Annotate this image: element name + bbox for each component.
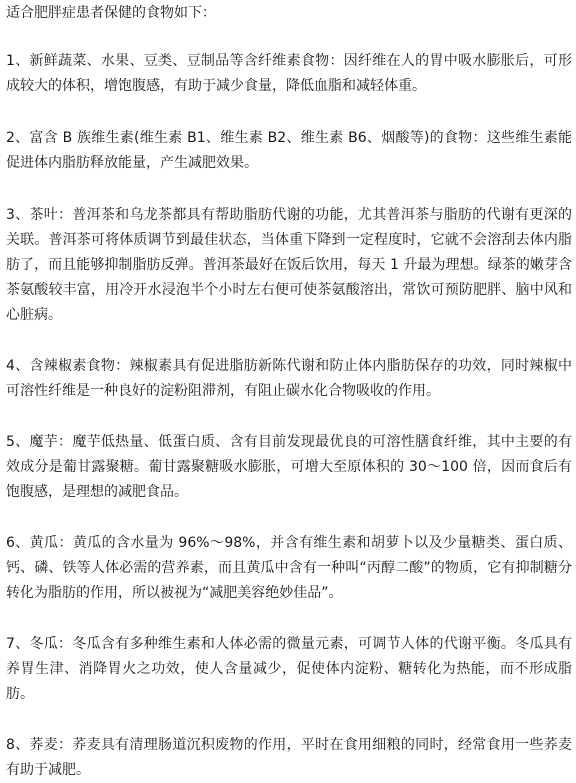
intro-paragraph: 适合肥胖症患者保健的食物如下： (6, 5, 216, 21)
list-item-capsaicin: 4、含辣椒素食物：辣椒素具有促进脂肪新陈代谢和防止体内脂肪保存的功效，同时辣椒中可溶性纤维是一种良好的淀粉阻滞剂，有阻止碳水化合物吸收的作用。 (6, 358, 572, 399)
list-item-winter-melon: 7、冬瓜：冬瓜含有多种维生素和人体必需的微量元素，可调节人体的代谢平衡。冬瓜具有养胃生津、消降胃火之功效，使人含量减少，促使体内淀粉、糖转化为热能，而不形成脂肪。 (6, 636, 572, 702)
list-item-vegetables-fiber: 1、新鲜蔬菜、水果、豆类、豆制品等含纤维素食物：因纤维在人的胃中吸水膨胀后，可形成较大的体积，增饱腹感，有助于减少食量，降低血脂和减轻体重。 (6, 53, 572, 94)
list-item-tea: 3、茶叶：普洱茶和乌龙茶都具有帮助脂肪代谢的功能，尤其普洱茶与脂肪的代谢有更深的关联。普洱茶可将体质调节到最佳状态，当体重下降到一定程度时，它就不会溶刮去体内脂肪了，而且能够抑制脂肪反弹。普洱茶最好在饭后饮用，每天 1 升最为理想。绿茶的嫩芽含茶氨酸较丰富，用冷开水浸泡半个小时左右便可使茶氨酸溶出，常饮可预防肥胖、脑中风和心脏病。 (6, 207, 572, 323)
list-item-konjac: 5、魔芋：魔芋低热量、低蛋白质、含有目前发现最优良的可溶性膳食纤维，其中主要的有效成分是葡甘露聚糖。葡甘露聚糖吸水膨胀，可增大至原体积的 30～100 倍，因而食后有饱腹感，是理想的减肥食品。 (6, 434, 572, 500)
list-item-vitamin-b: 2、富含 B 族维生素(维生素 B1、维生素 B2、维生素 B6、烟酸等)的食物：这些维生素能促进体内脂肪释放能量，产生减肥效果。 (6, 130, 572, 171)
list-item-cucumber: 6、黄瓜：黄瓜的含水量为 96%～98%，并含有维生素和胡萝卜以及少量糖类、蛋白质、钙、磷、铁等人体必需的营养素，而且黄瓜中含有一种叫“丙醇二酸”的物质，它有抑制糖分转化为脂肪的作用，所以被视为“减肥美容绝妙佳品”。 (6, 535, 572, 601)
article-body (6, 0, 572, 783)
list-item-buckwheat: 8、荞麦：荞麦具有清理肠道沉积废物的作用，平时在食用细粮的同时，经常食用一些荞麦有助于减肥。 (6, 737, 572, 778)
